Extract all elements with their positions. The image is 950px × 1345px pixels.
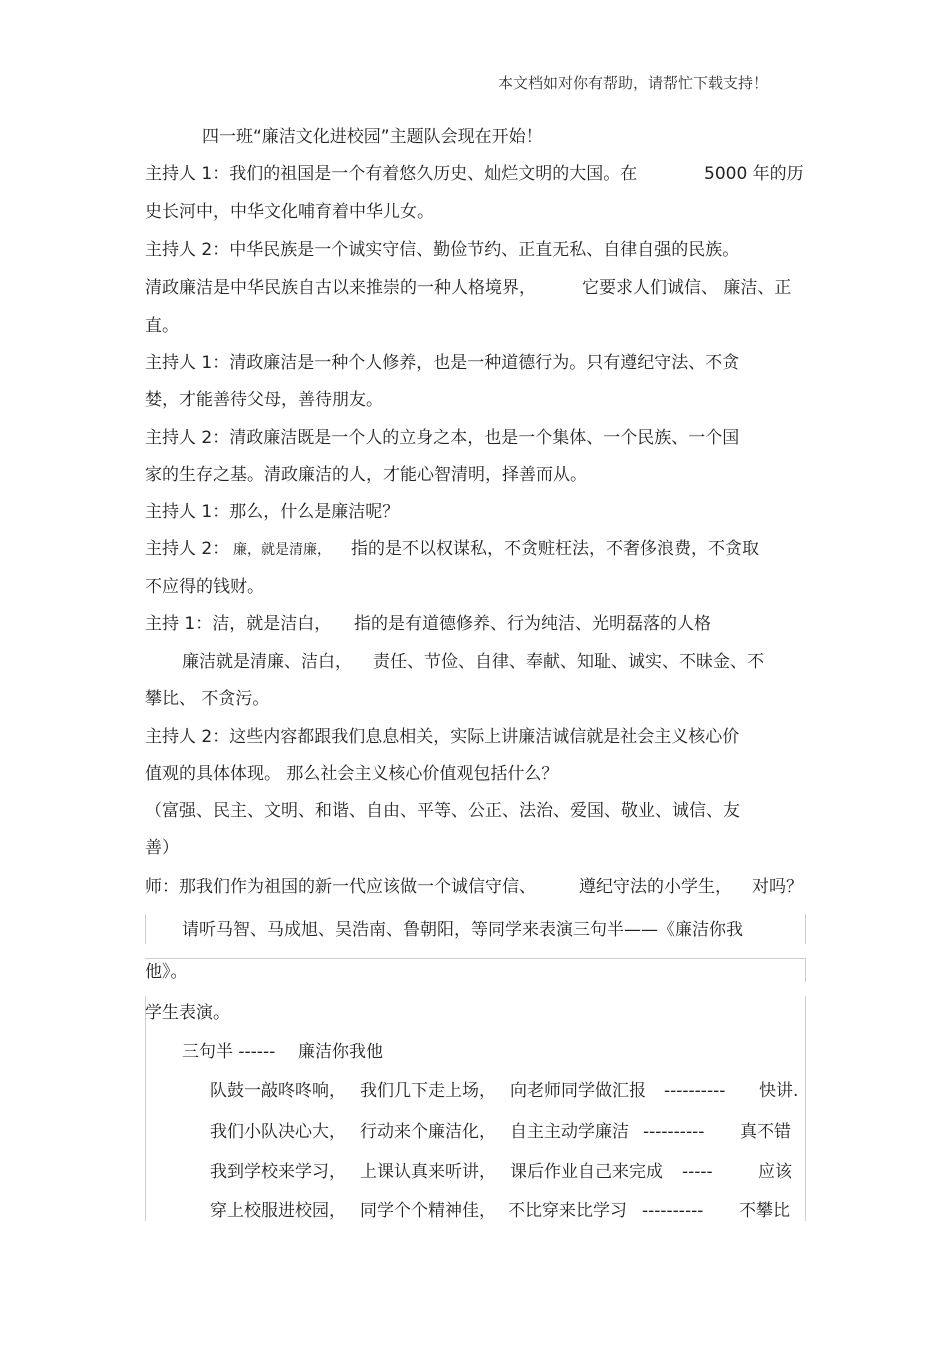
paragraph-line: 直。 bbox=[145, 316, 179, 336]
poem-clause: 我到学校来学习， bbox=[210, 1162, 346, 1182]
frame-line bbox=[805, 958, 806, 982]
paragraph-line: 史长河中，中华文化哺育着中华儿女。 bbox=[145, 202, 434, 222]
paragraph-line: 学生表演。 bbox=[145, 1003, 230, 1023]
poem-clause: 我们几下走上场， bbox=[360, 1081, 496, 1101]
poem-end: 应该 bbox=[758, 1162, 792, 1182]
paragraph-line: 值观的具体体现。 那么社会主义核心价值观包括什么？ bbox=[145, 764, 559, 784]
paragraph-line: 遵纪守法的小学生， bbox=[579, 877, 732, 897]
poem-title: 三句半 ------ bbox=[182, 1042, 276, 1062]
paragraph-line: 他》。 bbox=[145, 962, 188, 982]
paragraph-line: 主持人 1：那么，什么是廉洁呢？ bbox=[145, 502, 400, 522]
meeting-title: 四一班“廉洁文化进校园”主题队会现在开始！ bbox=[202, 127, 543, 147]
paragraph-line: 主持人 2： bbox=[145, 539, 230, 559]
paragraph-line: 清政廉洁是中华民族自古以来推崇的一种人格境界， bbox=[145, 278, 536, 298]
paragraph-line: 对吗？ bbox=[752, 877, 803, 897]
paragraph-line: 主持人 1：我们的祖国是一个有着悠久历史、灿烂文明的大国。在 bbox=[145, 164, 638, 184]
poem-clause: 向老师同学做汇报 bbox=[510, 1081, 646, 1101]
paragraph-line: 主持 1：洁，就是洁白， bbox=[145, 614, 332, 634]
paragraph-line: 责任、节俭、自律、奉献、知耻、诚实、不昧金、不 bbox=[373, 652, 764, 672]
paragraph-line: 婪，才能善待父母，善待朋友。 bbox=[145, 390, 383, 410]
paragraph-line: 不应得的钱财。 bbox=[145, 577, 264, 597]
poem-clause: 上课认真来听讲， bbox=[360, 1162, 496, 1182]
paragraph-line: 主持人 2：中华民族是一个诚实守信、勤俭节约、正直无私、自律自强的民族。 bbox=[145, 240, 740, 260]
paragraph-line: 家的生存之基。清政廉洁的人，才能心智清明，择善而从。 bbox=[145, 465, 587, 485]
paragraph-line: 它要求人们诚信、 廉洁、正 bbox=[582, 278, 792, 298]
poem-dash: ----- bbox=[682, 1162, 713, 1182]
poem-dash: ---------- bbox=[643, 1122, 705, 1142]
paragraph-line: 善） bbox=[145, 838, 179, 858]
paragraph-line: 5000 年的历 bbox=[704, 164, 804, 184]
paragraph-line: 主持人 2：清政廉洁既是一个人的立身之本，也是一个集体、一个民族、一个国 bbox=[145, 428, 740, 448]
poem-clause: 课后作业自己来完成 bbox=[510, 1162, 663, 1182]
poem-clause: 穿上校服进校园， bbox=[210, 1201, 346, 1221]
paragraph-line: 指的是不以权谋私，不贪赃枉法，不奢侈浪费，不贪取 bbox=[351, 539, 759, 559]
paragraph-line: 攀比、 不贪污。 bbox=[145, 689, 270, 709]
paragraph-line: 师：那我们作为祖国的新一代应该做一个诚信守信、 bbox=[145, 877, 536, 897]
poem-clause: 自主主动学廉洁 bbox=[510, 1122, 629, 1142]
frame-line bbox=[145, 996, 146, 1221]
poem-end: 真不错 bbox=[740, 1122, 791, 1142]
paragraph-line: 主持人 2：这些内容都跟我们息息相关，实际上讲廉洁诚信就是社会主义核心价 bbox=[145, 727, 740, 747]
poem-end: 不攀比 bbox=[739, 1201, 790, 1221]
frame-line bbox=[805, 914, 806, 944]
poem-clause: 同学个个精神佳， bbox=[360, 1201, 496, 1221]
poem-clause: 不比穿来比学习 bbox=[508, 1201, 627, 1221]
poem-dash: ---------- bbox=[642, 1201, 704, 1221]
poem-dash: ---------- bbox=[664, 1081, 726, 1101]
poem-clause: 我们小队决心大， bbox=[210, 1122, 346, 1142]
header-note: 本文档如对你有帮助，请帮忙下载支持！ bbox=[497, 74, 768, 92]
poem-clause: 队鼓一敲咚咚响， bbox=[210, 1081, 346, 1101]
paragraph-line: （富强、民主、文明、和谐、自由、平等、公正、法治、爱国、敬业、诚信、友 bbox=[145, 801, 740, 821]
paragraph-line: 廉洁就是清廉、洁白， bbox=[182, 652, 352, 672]
paragraph-line: 主持人 1：清政廉洁是一种个人修养，也是一种道德行为。只有遵纪守法、不贪 bbox=[145, 353, 740, 373]
poem-title: 廉洁你我他 bbox=[298, 1042, 383, 1062]
frame-line bbox=[145, 958, 806, 959]
frame-line bbox=[145, 914, 146, 944]
poem-clause: 行动来个廉洁化， bbox=[360, 1122, 496, 1142]
paragraph-line: 请听马智、马成旭、吴浩南、鲁朝阳，等同学来表演三句半——《廉洁你我 bbox=[182, 920, 743, 940]
paragraph-line: 指的是有道德修养、行为纯洁、光明磊落的人格 bbox=[354, 614, 711, 634]
poem-end: 快讲. bbox=[759, 1081, 799, 1101]
paragraph-line: 廉，就是清廉， bbox=[233, 542, 331, 558]
frame-line bbox=[805, 996, 806, 1221]
